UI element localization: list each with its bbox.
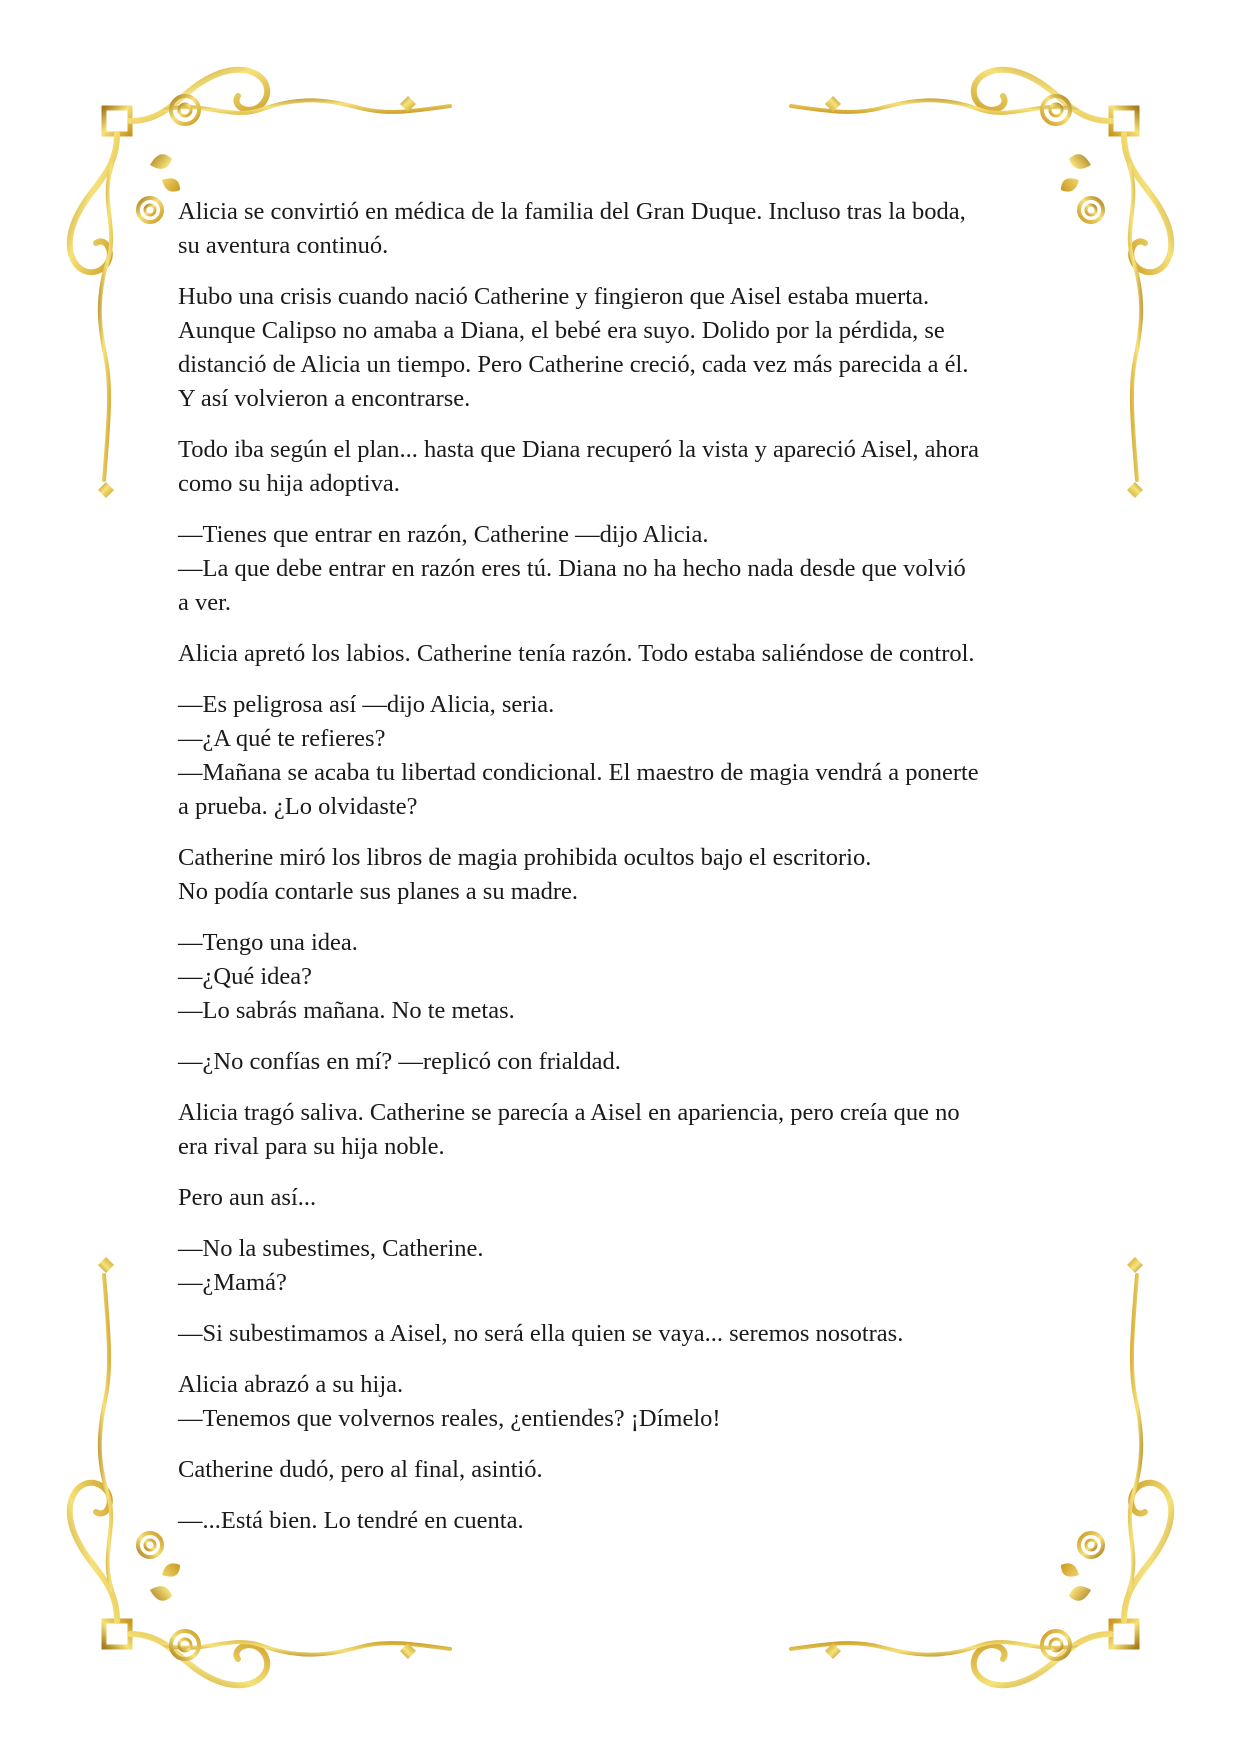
paragraph [178,1368,1078,1436]
text-line: —¿No confías en mí? —replicó con frialdad. [178,1048,621,1075]
paragraph [178,926,1078,1028]
paragraph [178,518,1078,620]
text-line: Alicia se convirtió en médica de la familia del Gran Duque. Incluso tras la boda, [178,198,966,225]
paragraph [178,433,1078,501]
story-text [178,195,1078,1555]
paragraph [178,1317,1078,1351]
text-line: a prueba. ¿Lo olvidaste? [178,793,418,820]
text-line: Hubo una crisis cuando nació Catherine y fingieron que Aisel estaba muerta. [178,283,930,310]
paragraph [178,280,1078,416]
text-line: Todo iba según el plan... hasta que Diana recuperó la vista y apareció Aisel, ahora [178,436,980,463]
paragraph [178,637,1078,671]
paragraph [178,688,1078,824]
text-line: —¿Qué idea? [178,963,312,990]
paragraph [178,195,1078,263]
paragraph [178,1096,1078,1164]
text-line: Catherine miró los libros de magia prohibida ocultos bajo el escritorio. [178,844,872,871]
text-line: —Tienes que entrar en razón, Catherine —dijo Alicia. [178,521,709,548]
text-line: —No la subestimes, Catherine. [178,1235,484,1262]
text-line: Alicia tragó saliva. Catherine se parecía a Aisel en apariencia, pero creía que no [178,1099,960,1126]
text-line: —Mañana se acaba tu libertad condicional. El maestro de magia vendrá a ponerte [178,759,979,786]
text-line: Catherine dudó, pero al final, asintió. [178,1456,543,1483]
text-line: Pero aun así... [178,1184,317,1211]
text-line: —...Está bien. Lo tendré en cuenta. [178,1507,524,1534]
text-line: era rival para su hija noble. [178,1133,445,1160]
paragraph [178,1045,1078,1079]
text-line: —¿Mamá? [178,1269,287,1296]
text-line: —Lo sabrás mañana. No te metas. [178,997,515,1024]
text-line: su aventura continuó. [178,232,389,259]
text-line: No podía contarle sus planes a su madre. [178,878,579,905]
text-line: Y así volvieron a encontrarse. [178,385,471,412]
text-line: —Tenemos que volvernos reales, ¿entiendes? ¡Dímelo! [178,1405,721,1432]
text-line: —La que debe entrar en razón eres tú. Diana no ha hecho nada desde que volvió [178,555,966,582]
text-line: Alicia apretó los labios. Catherine tenía razón. Todo estaba saliéndose de control. [178,640,975,667]
text-line: a ver. [178,589,232,616]
paragraph [178,1181,1078,1215]
text-line: —Es peligrosa así —dijo Alicia, seria. [178,691,555,718]
paragraph [178,1232,1078,1300]
paragraph [178,841,1078,909]
text-line: Alicia abrazó a su hija. [178,1371,404,1398]
text-line: como su hija adoptiva. [178,470,400,497]
paragraph [178,1453,1078,1487]
text-line: —Si subestimamos a Aisel, no será ella quien se vaya... seremos nosotras. [178,1320,904,1347]
paragraph [178,1504,1078,1538]
text-line: distanció de Alicia un tiempo. Pero Catherine creció, cada vez más parecida a él. [178,351,969,378]
text-line: —Tengo una idea. [178,929,358,956]
text-line: Aunque Calipso no amaba a Diana, el bebé era suyo. Dolido por la pérdida, se [178,317,945,344]
text-line: —¿A qué te refieres? [178,725,386,752]
